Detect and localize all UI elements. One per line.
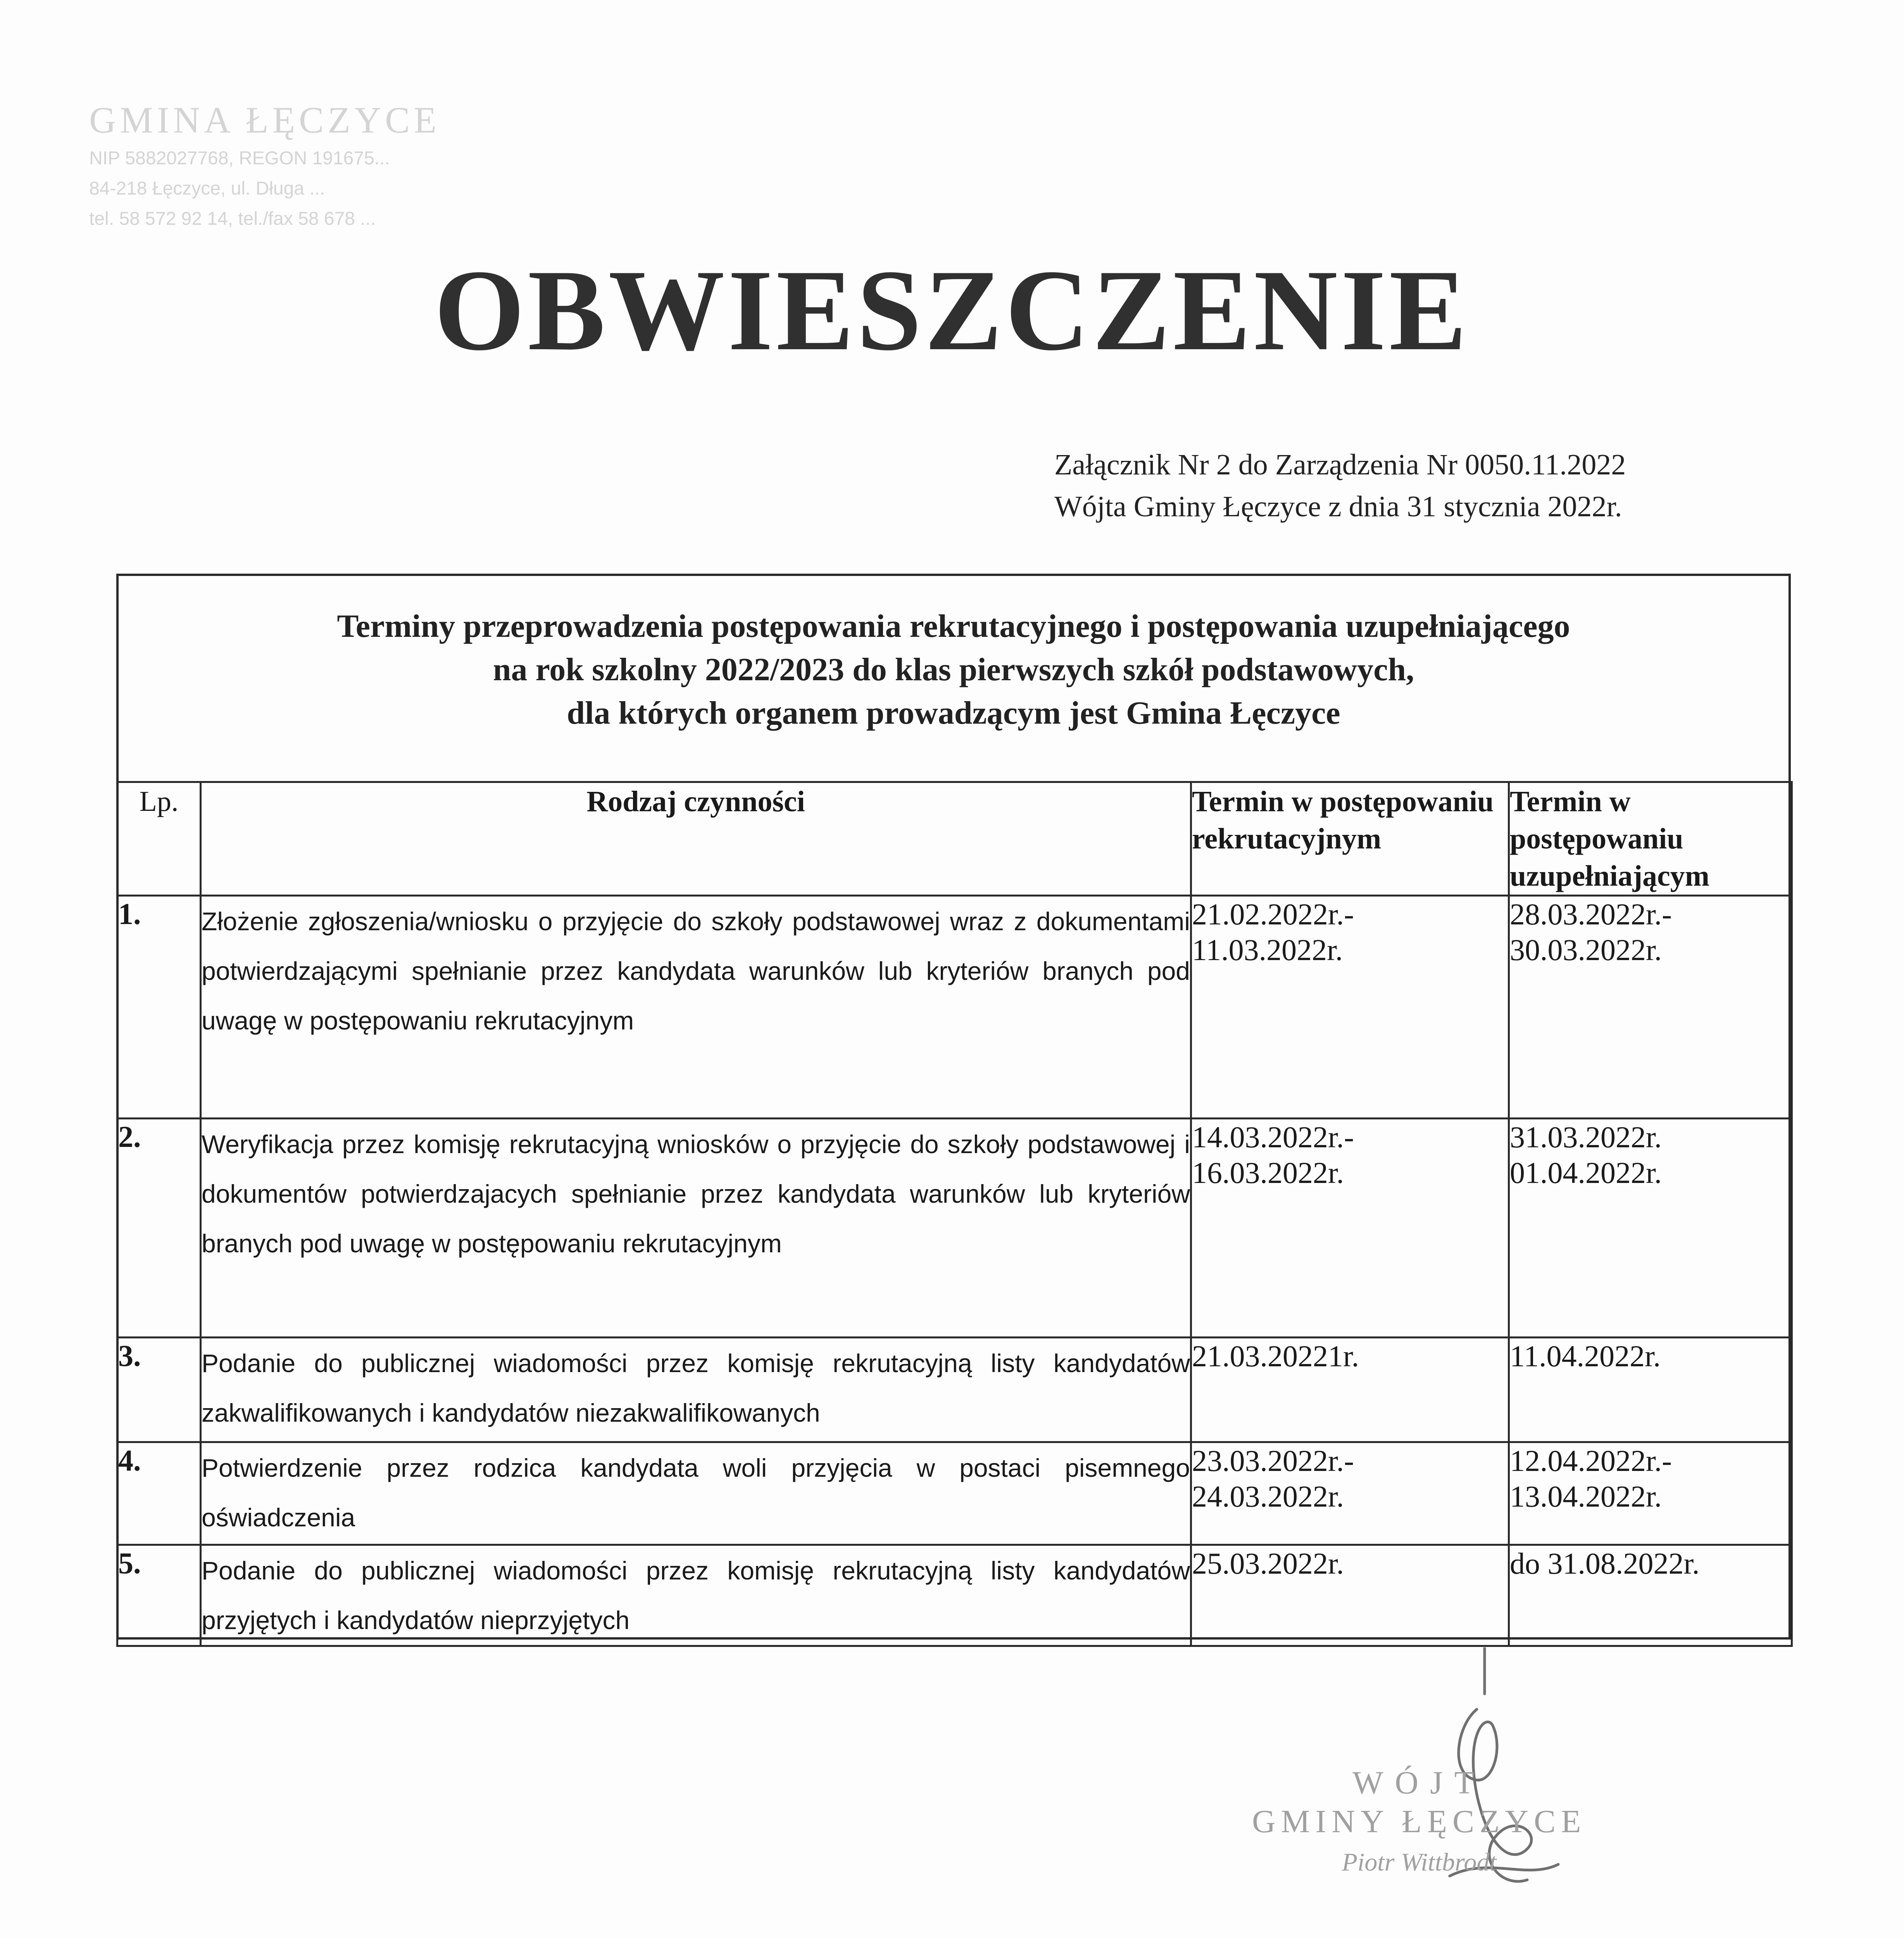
row-recruitment-term — [1191, 896, 1509, 1119]
date-line: 24.03.2022r. — [1192, 1479, 1344, 1513]
date-line: 31.03.2022r. — [1510, 1120, 1662, 1154]
date-line: 23.03.2022r.- — [1192, 1444, 1354, 1478]
signature-stamp — [1252, 1764, 1587, 1884]
row-recruitment-term — [1191, 1338, 1509, 1442]
municipality-stamp — [89, 97, 496, 234]
date-line: 30.03.2022r. — [1510, 933, 1662, 967]
row-activity: Podanie do publicznej wiadomości przez komisję rekrutacyjną listy kandydatów zakwalifikowanych i kandydatów niezakwalifikowanych — [201, 1338, 1191, 1442]
document-title: OBWIESZCZENIE — [434, 246, 1470, 374]
heading-line: Terminy przeprowadzenia postępowania rekrutacyjnego i postępowania uzupełniającego — [337, 608, 1570, 644]
table-row — [117, 896, 1792, 1119]
table-row — [117, 1545, 1792, 1646]
signature-name: Piotr Wittbrodt — [1342, 1848, 1497, 1876]
date-line: 21.02.2022r.- — [1192, 897, 1354, 931]
row-recruitment-term — [1191, 1442, 1509, 1545]
header-activity: Rodzaj czynności — [201, 782, 1191, 896]
signature-office: GMINY ŁĘCZYCE — [1252, 1804, 1587, 1840]
table-row — [117, 1119, 1792, 1338]
row-activity: Potwierdzenie przez rodzica kandydata woli przyjęcia w postaci pisemnego oświadczenia — [201, 1442, 1191, 1545]
row-supplementary-term — [1509, 1338, 1792, 1442]
schedule-table — [116, 781, 1793, 1647]
header-supplementary-term: Termin w postępowaniu uzupełniającym — [1509, 782, 1792, 896]
schedule-heading — [116, 605, 1791, 735]
row-number: 5. — [117, 1545, 201, 1646]
date-line: 14.03.2022r.- — [1192, 1120, 1354, 1154]
annex-line: Załącznik Nr 2 do Zarządzenia Nr 0050.11.2022 — [1054, 448, 1626, 481]
heading-line: na rok szkolny 2022/2023 do klas pierwszych szkół podstawowych, — [493, 652, 1414, 688]
header-lp: Lp. — [117, 782, 201, 896]
row-number: 4. — [117, 1442, 201, 1545]
row-activity: Podanie do publicznej wiadomości przez komisję rekrutacyjną listy kandydatów przyjętych i kandydatów nieprzyjętych — [201, 1545, 1191, 1646]
row-supplementary-term — [1509, 1545, 1792, 1646]
table-header-row — [117, 782, 1792, 896]
heading-line: dla których organem prowadzącym jest Gmina Łęczyce — [567, 695, 1340, 731]
date-line: 11.03.2022r. — [1192, 933, 1343, 967]
row-supplementary-term — [1509, 1119, 1792, 1338]
row-activity: Weryfikacja przez komisję rekrutacyjną wniosków o przyjęcie do szkoły podstawowej i dokumentów potwierdzajacych spełnianie przez kandydata warunków lub kryteriów branych pod uwagę w postępowaniu rekrutacyjnym — [201, 1119, 1191, 1338]
row-number: 3. — [117, 1338, 201, 1442]
table-row — [117, 1338, 1792, 1442]
row-number: 1. — [117, 896, 201, 1119]
annex-reference — [1054, 444, 1626, 528]
row-supplementary-term — [1509, 896, 1792, 1119]
header-recruitment-term: Termin w postępowaniu rekrutacyjnym — [1191, 782, 1509, 896]
date-line: 13.04.2022r. — [1510, 1479, 1662, 1513]
row-activity: Złożenie zgłoszenia/wniosku o przyjęcie do szkoły podstawowej wraz z dokumentami potwierdzającymi spełnianie przez kandydata warunków lub kryteriów branych pod uwagę w postępowaniu rekrutacyjnym — [201, 896, 1191, 1119]
date-line: 01.04.2022r. — [1510, 1156, 1662, 1190]
date-line: 12.04.2022r.- — [1510, 1444, 1672, 1478]
date-line: 28.03.2022r.- — [1510, 897, 1672, 931]
stamp-line: tel. 58 572 92 14, tel./fax 58 678 ... — [89, 209, 376, 229]
stamp-name: GMINA ŁĘCZYCE — [89, 99, 440, 141]
row-number: 2. — [117, 1119, 201, 1338]
date-line: 25.03.2022r. — [1192, 1547, 1344, 1580]
date-line: 16.03.2022r. — [1192, 1156, 1344, 1190]
row-recruitment-term — [1191, 1119, 1509, 1338]
date-line: do 31.08.2022r. — [1510, 1547, 1700, 1580]
date-line: 11.04.2022r. — [1510, 1339, 1661, 1373]
date-line: 21.03.20221r. — [1192, 1339, 1359, 1373]
annex-line: Wójta Gminy Łęczyce z dnia 31 stycznia 2022r. — [1054, 490, 1622, 523]
stamp-line: 84-218 Łęczyce, ul. Długa ... — [89, 178, 325, 199]
table-row — [117, 1442, 1792, 1545]
signature-title: WÓJT — [1352, 1765, 1486, 1801]
row-supplementary-term — [1509, 1442, 1792, 1545]
stamp-line: NIP 5882027768, REGON 191675... — [89, 148, 390, 169]
row-recruitment-term — [1191, 1545, 1509, 1646]
